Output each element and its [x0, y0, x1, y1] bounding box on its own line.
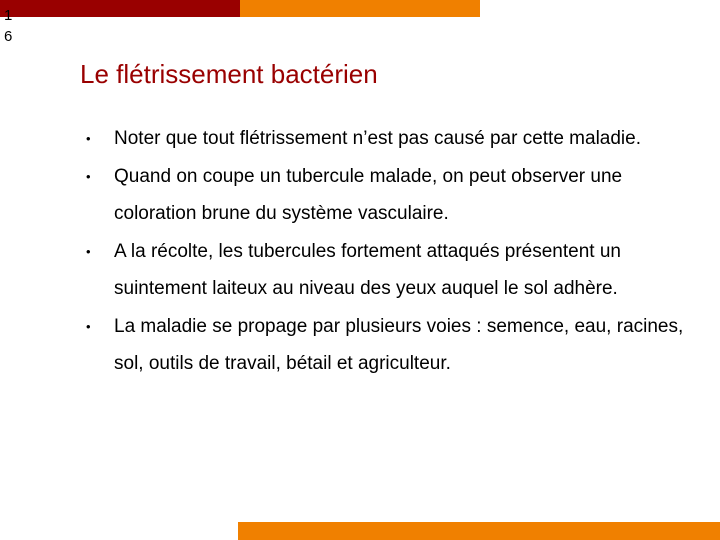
bullet-list [86, 120, 686, 383]
bullet-marker-icon: • [86, 168, 91, 184]
bullet-text: Noter que tout flétrissement n’est pas causé par cette maladie. [114, 128, 641, 149]
bullet-marker-icon: • [86, 243, 91, 259]
bullet-text: Quand on coupe un tubercule malade, on peut observer une coloration brune du système vasculaire. [114, 165, 623, 224]
bottom-accent-bar [238, 522, 720, 540]
bullet-item [86, 120, 686, 158]
bullet-item [86, 233, 686, 308]
bullet-marker-icon: • [86, 131, 91, 146]
bullet-marker-icon: • [86, 318, 91, 334]
bullet-text: A la récolte, les tubercules fortement attaqués présentent un suintement laiteux au niveau des yeux auquel le sol adhère. [114, 240, 621, 299]
bullet-text: La maladie se propage par plusieurs voies : semence, eau, racines, sol, outils de travail, bétail et agriculteur. [114, 315, 684, 374]
bullet-item [86, 158, 686, 233]
slide-number: 16 [4, 7, 13, 45]
slide-title: Le flétrissement bactérien [80, 59, 378, 89]
bullet-item [86, 308, 686, 383]
top-accent-bar-dark [0, 0, 240, 17]
top-accent-bar-orange [240, 0, 480, 17]
